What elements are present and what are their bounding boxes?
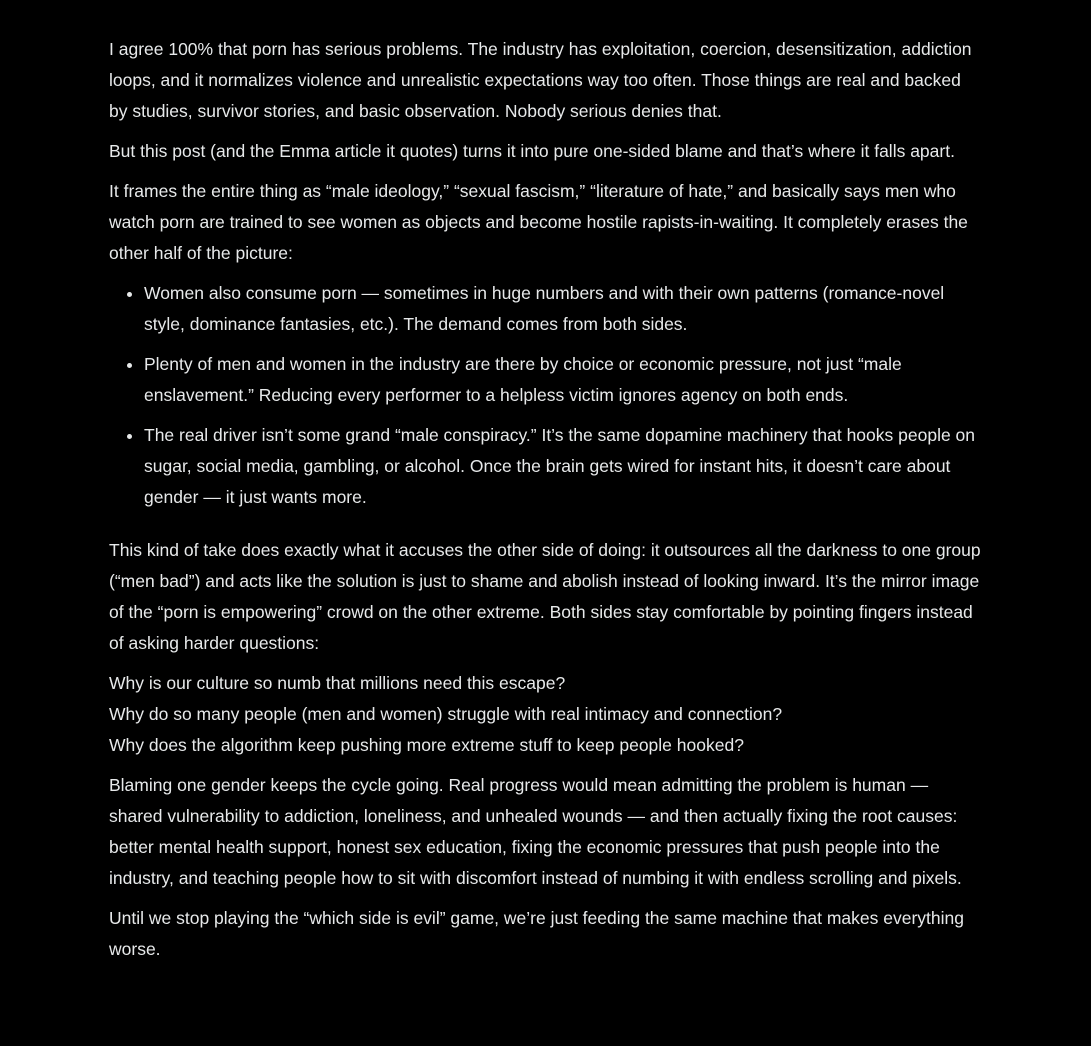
question-line: Why is our culture so numb that millions need this escape? bbox=[109, 673, 566, 693]
bullet-list bbox=[109, 278, 981, 513]
paragraph-intro: I agree 100% that porn has serious problems. The industry has exploitation, coercion, desensitization, addiction loops, and it normalizes violence and unrealistic expectations way too often. Those things are real and backed by studies, survivor stories, and basic observation. Nobody serious denies that. bbox=[109, 39, 972, 121]
question-line: Why does the algorithm keep pushing more extreme stuff to keep people hooked? bbox=[109, 735, 744, 755]
paragraph-real-progress: Blaming one gender keeps the cycle going. Real progress would mean admitting the problem is human — shared vulnerability to addiction, loneliness, and unhealed wounds — and then actually fixing the root causes: better mental health support, honest sex education, fixing the economic pressures that push people into the industry, and teaching people how to sit with discomfort instead of numbing it with endless scrolling and pixels. bbox=[109, 775, 962, 888]
paragraph-conclusion: Until we stop playing the “which side is evil” game, we’re just feeding the same machine that makes everything worse. bbox=[109, 908, 964, 959]
bullet-item-dopamine: • The real driver isn’t some grand “male conspiracy.” It’s the same dopamine machinery that hooks people on sugar, social media, gambling, or alcohol. Once the brain gets wired for instant hits, it doesn’t care about gender — it just wants more. bbox=[144, 420, 981, 513]
paragraph-mirror-image: This kind of take does exactly what it accuses the other side of doing: it outsources all the darkness to one group (“men bad”) and acts like the solution is just to shame and abolish instead of looking inward. It’s the mirror image of the “porn is empowering” crowd on the other extreme. Both sides stay comfortable by pointing fingers instead of asking harder questions: bbox=[109, 540, 981, 653]
post-body bbox=[109, 34, 981, 974]
paragraph-framing: It frames the entire thing as “male ideology,” “sexual fascism,” “literature of hate,” and basically says men who watch porn are trained to see women as objects and become hostile rapists-in-waiting. It completely erases the other half of the picture: bbox=[109, 181, 968, 263]
question-list bbox=[109, 668, 981, 761]
bullet-item-choice-pressure: • Plenty of men and women in the industry are there by choice or economic pressure, not just “male enslavement.” Reducing every performer to a helpless victim ignores agency on both ends. bbox=[144, 349, 981, 411]
question-line: Why do so many people (men and women) struggle with real intimacy and connection? bbox=[109, 704, 783, 724]
paragraph-one-sided-blame: But this post (and the Emma article it quotes) turns it into pure one-sided blame and that’s where it falls apart. bbox=[109, 141, 955, 161]
bullet-item-women-consume: • Women also consume porn — sometimes in huge numbers and with their own patterns (romance-novel style, dominance fantasies, etc.). The demand comes from both sides. bbox=[144, 278, 981, 340]
